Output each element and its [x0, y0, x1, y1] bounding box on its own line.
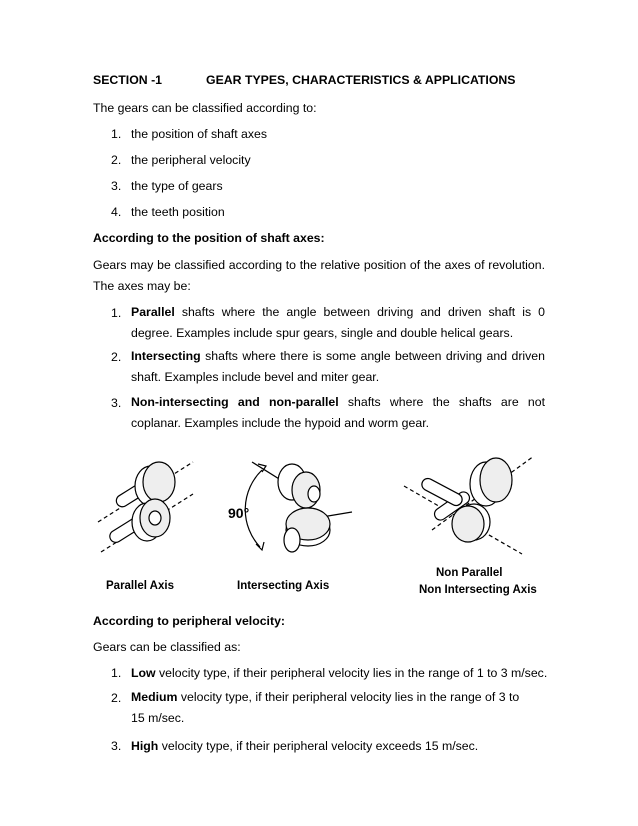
intersecting-axis-gear-illustration: [222, 452, 362, 574]
shaft-item-non-intersecting: [131, 392, 545, 434]
description: shafts where the shafts are not coplanar. Examples include the hypoid and worm gear.: [131, 395, 545, 430]
term: High: [131, 739, 159, 753]
list-item: the position of shaft axes: [131, 127, 268, 141]
term: Parallel: [131, 305, 175, 319]
list-number: 4.: [111, 205, 122, 219]
term: Intersecting: [131, 349, 201, 363]
shaft-item-parallel: [131, 302, 545, 344]
intro-text: The gears can be classified according to:: [93, 101, 317, 115]
velocity-paragraph: Gears can be classified as:: [93, 640, 241, 654]
list-number: 2.: [111, 350, 122, 364]
list-number: 2.: [111, 691, 122, 705]
caption-non-intersecting-axis: Non Intersecting Axis: [419, 584, 537, 596]
list-number: 3.: [111, 179, 122, 193]
description: shafts where the angle between driving and driven shaft is 0 degree. Examples include spur gears, single and double helical gears.: [131, 305, 545, 340]
description: shafts where there is some angle between driving and driven shaft. Examples include bevel and miter gear.: [131, 349, 545, 384]
section-title: GEAR TYPES, CHARACTERISTICS & APPLICATIONS: [206, 73, 516, 87]
caption-intersecting-axis: Intersecting Axis: [237, 580, 330, 592]
list-number: 1.: [111, 127, 122, 141]
list-number: 1.: [111, 306, 122, 320]
list-number: 1.: [111, 666, 122, 680]
list-item: the type of gears: [131, 179, 223, 193]
parallel-axis-gear-illustration: [93, 452, 203, 562]
velocity-item-high: [131, 737, 478, 756]
shaft-item-intersecting: [131, 346, 545, 388]
list-item: the teeth position: [131, 205, 225, 219]
description: velocity type, if their peripheral velocity exceeds 15 m/sec.: [158, 739, 479, 753]
caption-parallel-axis: Parallel Axis: [106, 580, 174, 592]
term: Non-intersecting and non-parallel: [131, 395, 339, 409]
description: velocity type, if their peripheral velocity lies in the range of 3 to 15 m/sec.: [131, 690, 520, 725]
caption-non-parallel: Non Parallel: [436, 567, 503, 579]
term: Medium: [131, 690, 178, 704]
velocity-item-medium: [131, 687, 521, 729]
shaft-axes-paragraph: Gears may be classified according to the relative position of the axes of revolution. The axes may be:: [93, 258, 545, 293]
description: velocity type, if their peripheral velocity lies in the range of 1 to 3 m/sec.: [155, 666, 548, 680]
shaft-axes-heading: According to the position of shaft axes:: [93, 231, 325, 245]
list-number: 2.: [111, 153, 122, 167]
list-number: 3.: [111, 396, 122, 410]
section-label: SECTION -1: [93, 73, 163, 87]
list-item: the peripheral velocity: [131, 153, 251, 167]
non-parallel-axis-gear-illustration: [402, 450, 542, 562]
velocity-item-low: [131, 664, 547, 683]
list-number: 3.: [111, 739, 122, 753]
term: Low: [131, 666, 156, 680]
velocity-heading: According to peripheral velocity:: [93, 614, 286, 628]
angle-label: 90°: [228, 505, 250, 521]
